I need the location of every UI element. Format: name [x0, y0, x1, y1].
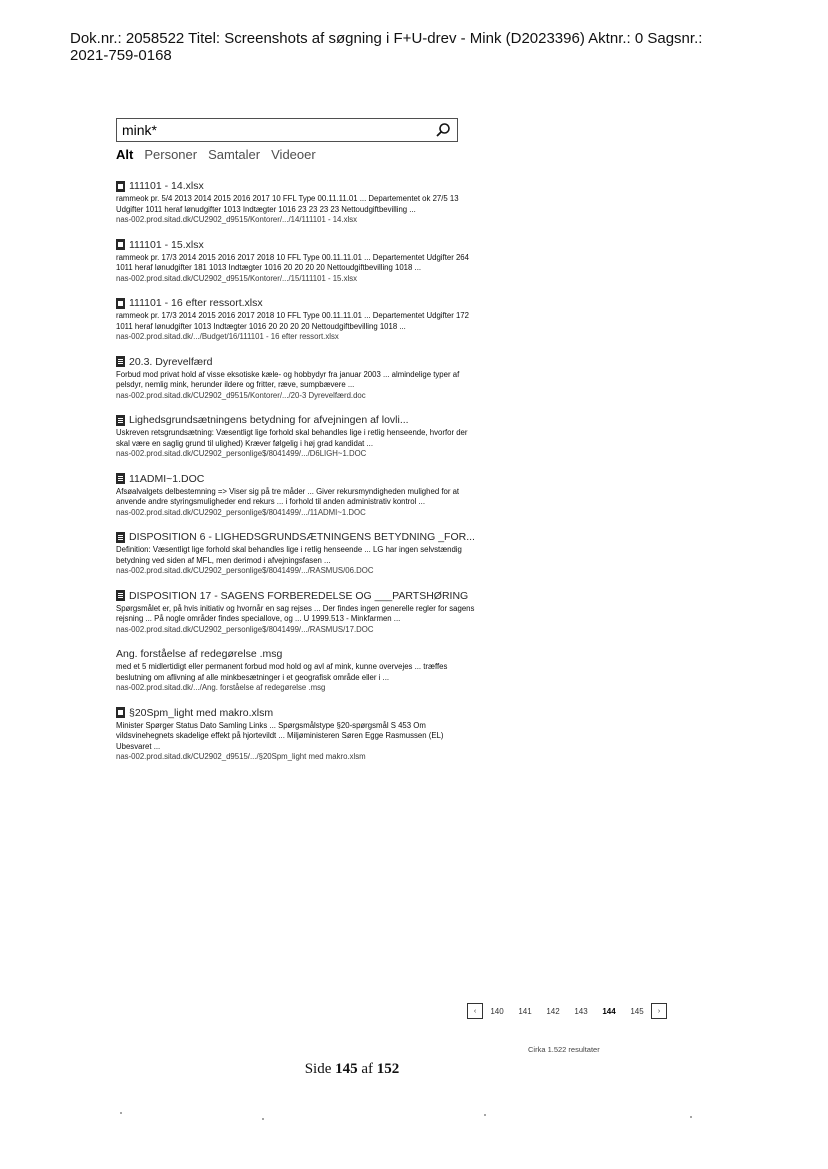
result-path: nas-002.prod.sitad.dk/CU2902_personlige$/8041499/.../11ADMI~1.DOC — [116, 507, 366, 517]
current-page-link[interactable]: 144 — [602, 1006, 616, 1016]
page-link[interactable]: 143 — [574, 1006, 588, 1016]
result-snippet: rammeok pr. 5/4 2013 2014 2015 2016 2017 10 FFL Type 00.11.11.01 ... Departementet ok 27/5 13 Udgifter 1011 heraf lønudgifter 1013 Indtægter 1016 23 23 23 23 Nettoudgiftbevilling ... — [116, 194, 459, 214]
pagination — [467, 1003, 667, 1019]
scan-speck — [690, 1116, 692, 1118]
search-result[interactable] — [116, 590, 476, 636]
search-result[interactable] — [116, 707, 476, 763]
result-list — [116, 180, 476, 763]
result-title[interactable]: 11ADMI~1.DOC — [129, 472, 205, 485]
result-title[interactable]: DISPOSITION 17 - SAGENS FORBEREDELSE OG ___PARTSHØRING — [129, 589, 469, 602]
tab-persons[interactable]: Personer — [144, 147, 198, 162]
result-snippet: Minister Spørger Status Dato Samling Links ... Spørgsmålstype §20-spørgsmål S 453 Om vildsvinehegnets skadelige effekt på hjortevildt ... Miljøministeren Søren Egge Rasmussen (EL) Ubesvaret ... — [116, 720, 444, 751]
result-path: nas-002.prod.sitad.dk/CU2902_d9515/Kontorer/.../14/111101 - 14.xlsx — [116, 215, 357, 224]
excel-file-icon — [116, 181, 125, 192]
result-title[interactable]: Ang. forståelse af redegørelse .msg — [116, 648, 283, 660]
scan-speck — [484, 1114, 486, 1116]
search-tabs — [116, 147, 476, 162]
search-result[interactable] — [116, 239, 476, 285]
footer-total-pages: 152 — [376, 1061, 400, 1077]
result-path: nas-002.prod.sitad.dk/CU2902_d9515/Kontorer/.../15/111101 - 15.xlsx — [116, 273, 357, 283]
result-path: nas-002.prod.sitad.dk/.../Budget/16/111101 - 16 efter ressort.xlsx — [116, 332, 339, 341]
search-result[interactable] — [116, 414, 476, 460]
result-snippet: rammeok pr. 17/3 2014 2015 2016 2017 2018 10 FFL Type 00.11.11.01 ... Departementet Udgifter 264 1011 heraf lønudgifter 181 1013 Indtægter 1016 20 20 20 20 Nettoudgiftbevilling 1018 ... — [116, 252, 469, 272]
search-result[interactable] — [116, 648, 476, 694]
word-file-icon — [116, 356, 125, 367]
result-snippet: Afsøalvalgets delbestemning => Viser sig på tre måder ... Giver rekursmyndigheden mulighed for at anvende andre styringsmuligheder end rekurs ... i forhold til anden administrativ kontrol ... — [116, 486, 460, 506]
result-title[interactable]: DISPOSITION 6 - LIGHEDSGRUNDSÆTNINGENS BETYDNING _FOR... — [129, 531, 475, 543]
result-path: nas-002.prod.sitad.dk/CU2902_personlige$/8041499/.../D6LIGH~1.DOC — [116, 449, 367, 458]
search-input[interactable] — [122, 122, 429, 138]
result-title[interactable]: §20Spm_light med makro.xlsm — [129, 706, 274, 719]
result-snippet: Forbud mod privat hold af visse eksotiske kæle- og hobbydyr fra januar 2003 ... almindelige typer af pelsdyr, nemlig mink, herunder ildere og fritter, ræve, sumpbævere ... — [116, 369, 460, 389]
result-path: nas-002.prod.sitad.dk/CU2902_d9515/.../§20Spm_light med makro.xlsm — [116, 752, 366, 761]
document-header-line1: Dok.nr.: 2058522 Titel: Screenshots af søgning i F+U-drev - Mink (D2023396) Aktnr.: 0 Sagsnr.: — [70, 30, 703, 47]
result-title[interactable]: 111101 - 15.xlsx — [129, 238, 204, 251]
excel-file-icon — [116, 239, 125, 250]
result-snippet: Definition: Væsentligt lige forhold skal behandles lige i retlig henseende ... LG har ingen selvstændig betydning ved siden af MFL, men derimod i afvejningsfasen ... — [116, 545, 462, 565]
next-page-button[interactable]: › — [651, 1003, 667, 1019]
result-title[interactable]: 20.3. Dyrevelfærd — [129, 355, 213, 368]
result-title[interactable]: Lighedsgrundsætningens betydning for afvejningen af lovli... — [129, 414, 409, 426]
result-snippet: rammeok pr. 17/3 2014 2015 2016 2017 2018 10 FFL Type 00.11.11.01 ... Departementet Udgifter 172 1011 heraf lønudgifter 1013 Indtægter 1016 20 20 20 20 Nettoudgiftbevilling 1018 ... — [116, 311, 469, 331]
page-link[interactable]: 145 — [630, 1006, 644, 1016]
search-box[interactable] — [116, 118, 458, 142]
tab-videos[interactable]: Videoer — [271, 147, 316, 162]
search-result[interactable] — [116, 531, 476, 577]
prev-page-button[interactable]: ‹ — [467, 1003, 483, 1019]
tab-conversations[interactable]: Samtaler — [208, 147, 261, 162]
search-result[interactable] — [116, 473, 476, 519]
page-footer — [0, 1061, 704, 1078]
scan-speck — [120, 1112, 122, 1114]
footer-page-number: 145 — [335, 1061, 358, 1077]
result-snippet: Uskreven retsgrundsætning: Væsentligt lige forhold skal behandles lige i retlig henseende, hvorfor der skal være en saglig grund til ulighed) Kræver følgelig i høj grad kandidat ... — [116, 428, 468, 448]
word-file-icon — [116, 532, 125, 543]
scan-speck — [262, 1118, 264, 1120]
page-link[interactable]: 141 — [518, 1006, 532, 1016]
search-icon[interactable] — [435, 122, 451, 138]
excel-file-icon — [116, 298, 125, 309]
word-file-icon — [116, 590, 125, 601]
result-title[interactable]: 111101 - 14.xlsx — [129, 180, 204, 192]
result-title[interactable]: 111101 - 16 efter ressort.xlsx — [129, 297, 263, 309]
result-path: nas-002.prod.sitad.dk/CU2902_personlige$/8041499/.../RASMUS/06.DOC — [116, 566, 374, 575]
page-link[interactable]: 140 — [490, 1006, 504, 1016]
document-header — [70, 30, 800, 64]
document-header-line2: 2021-759-0168 — [70, 47, 172, 64]
search-screenshot — [116, 118, 476, 776]
tab-all[interactable]: Alt — [116, 147, 134, 162]
search-result[interactable] — [116, 356, 476, 402]
result-path: nas-002.prod.sitad.dk/CU2902_personlige$/8041499/.../RASMUS/17.DOC — [116, 624, 374, 634]
search-result[interactable] — [116, 297, 476, 343]
word-file-icon — [116, 473, 125, 484]
search-result[interactable] — [116, 180, 476, 226]
result-count: Cirka 1.522 resultater — [528, 1045, 600, 1054]
result-snippet: Spørgsmålet er, på hvis initiativ og hvornår en sag rejses ... Der findes ingen generelle regler for sagens rejsning ... På nogle områder findes speciallove, og ... U 1999.513 - Minkfarmen ... — [116, 603, 475, 623]
page-link[interactable]: 142 — [546, 1006, 560, 1016]
footer-middle: af — [357, 1061, 377, 1077]
result-path: nas-002.prod.sitad.dk/.../Ang. forståelse af redegørelse .msg — [116, 683, 326, 692]
word-file-icon — [116, 415, 125, 426]
result-snippet: med et 5 midlertidigt eller permanent forbud mod hold og avl af mink, kunne overvejes ... træffes beslutning om aflivning af alle minkbesætninger i et geografisk område eller i ... — [116, 662, 448, 682]
excel-file-icon — [116, 707, 125, 718]
result-path: nas-002.prod.sitad.dk/CU2902_d9515/Kontorer/.../20-3 Dyrevelfærd.doc — [116, 390, 366, 400]
footer-prefix: Side — [304, 1061, 336, 1077]
